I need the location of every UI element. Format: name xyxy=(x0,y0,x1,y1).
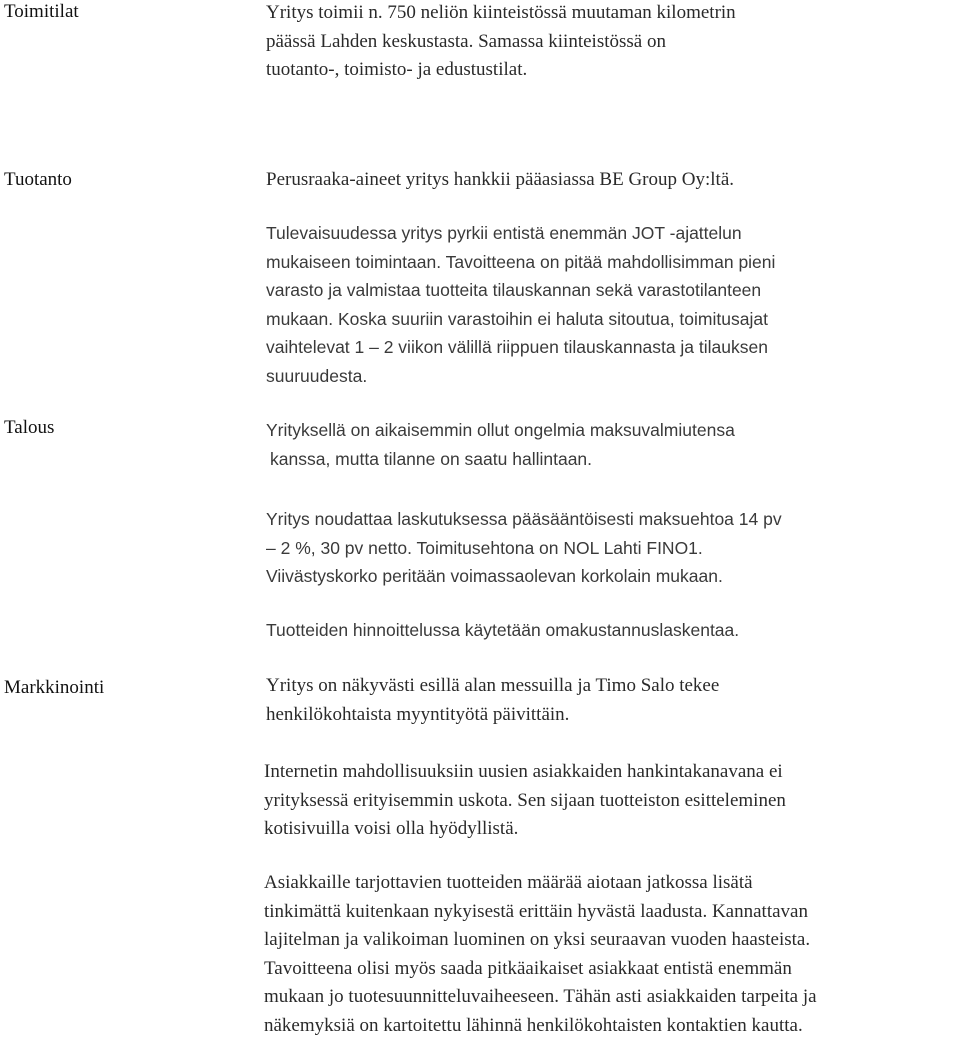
text-line: mukaan jo tuotesuunnitteluvaiheeseen. Tähän asti asiakkaiden tarpeita ja xyxy=(264,986,817,1007)
text-line: kanssa, mutta tilanne on saatu hallintaan. xyxy=(270,448,593,469)
text-line: Yrityksellä on aikaisemmin ollut ongelmia maksuvalmiutensa xyxy=(266,420,735,440)
text-line: mukaan. Koska suuriin varastoihin ei haluta sitoutua, toimitusajat xyxy=(266,308,768,329)
talous-paragraph-1 xyxy=(266,416,735,473)
section-label-talous: Talous xyxy=(4,417,55,438)
text-line: Tuotteiden hinnoittelussa käytetään omakustannuslaskentaa. xyxy=(266,620,740,640)
text-line: päässä Lahden keskustasta. Samassa kiinteistössä on xyxy=(266,30,666,52)
text-line: näkemyksiä on kartoitettu lähinnä henkilökohtaisten kontaktien kautta. xyxy=(264,1014,803,1036)
section-label-toimitilat: Toimitilat xyxy=(4,1,79,22)
text-line: suuruudesta. xyxy=(266,365,368,386)
text-line: Yritys on näkyvästi esillä alan messuilla ja Timo Salo tekee xyxy=(266,675,720,696)
text-line: vaihtelevat 1 – 2 viikon välillä riippuen tilauskannasta ja tilauksen xyxy=(266,337,768,357)
text-line: tinkimättä kuitenkaan nykyisestä erittäin hyvästä laadusta. Kannattavan xyxy=(264,900,808,922)
text-line: Perusraaka-aineet yritys hankkii pääasiassa BE Group Oy:ltä. xyxy=(266,169,734,190)
text-line: lajitelman ja valikoiman luominen on yksi seuraavan vuoden haasteista. xyxy=(264,929,811,950)
tuotanto-paragraph-2 xyxy=(266,219,775,390)
text-line: Yritys toimii n. 750 neliön kiinteistössä muutaman kilometrin xyxy=(266,2,736,23)
toimitilat-paragraph-1 xyxy=(266,0,736,85)
text-line: – 2 %, 30 pv netto. Toimitusehtona on NOL Lahti FINO1. xyxy=(266,537,703,558)
text-line: Internetin mahdollisuuksiin uusien asiakkaiden hankintakanavana ei xyxy=(264,761,783,782)
markkinointi-paragraph-2 xyxy=(264,758,786,844)
text-line: mukaiseen toimintaan. Tavoitteena on pitää mahdollisimman pieni xyxy=(266,251,776,272)
text-line: kotisivuilla voisi olla hyödyllistä. xyxy=(264,818,519,839)
text-line: Tavoitteena olisi myös saada pitkäaikaiset asiakkaat entistä enemmän xyxy=(264,957,792,979)
text-line: Yritys noudattaa laskutuksessa pääsääntöisesti maksuehtoa 14 pv xyxy=(266,509,782,529)
text-line: Viivästyskorko peritään voimassaolevan korkolain mukaan. xyxy=(266,566,723,586)
text-line: tuotanto-, toimisto- ja edustustilat. xyxy=(266,59,528,80)
text-line: Asiakkaille tarjottavien tuotteiden määrää aiotaan jatkossa lisätä xyxy=(264,872,753,893)
text-line: henkilökohtaista myyntityötä päivittäin. xyxy=(266,703,570,725)
text-line: Tulevaisuudessa yritys pyrkii entistä enemmän JOT -ajattelun xyxy=(266,223,742,243)
markkinointi-paragraph-1 xyxy=(266,672,719,729)
talous-paragraph-2 xyxy=(266,505,782,591)
section-label-tuotanto: Tuotanto xyxy=(4,169,72,190)
text-line: yrityksessä erityisemmin uskota. Sen sijaan tuotteiston esitteleminen xyxy=(264,789,786,811)
talous-paragraph-3 xyxy=(266,616,739,645)
markkinointi-paragraph-3 xyxy=(264,869,817,1040)
tuotanto-paragraph-1 xyxy=(266,166,734,195)
text-line: varasto ja valmistaa tuotteita tilauskannan sekä varastotilanteen xyxy=(266,280,762,300)
section-label-markkinointi: Markkinointi xyxy=(4,677,105,698)
